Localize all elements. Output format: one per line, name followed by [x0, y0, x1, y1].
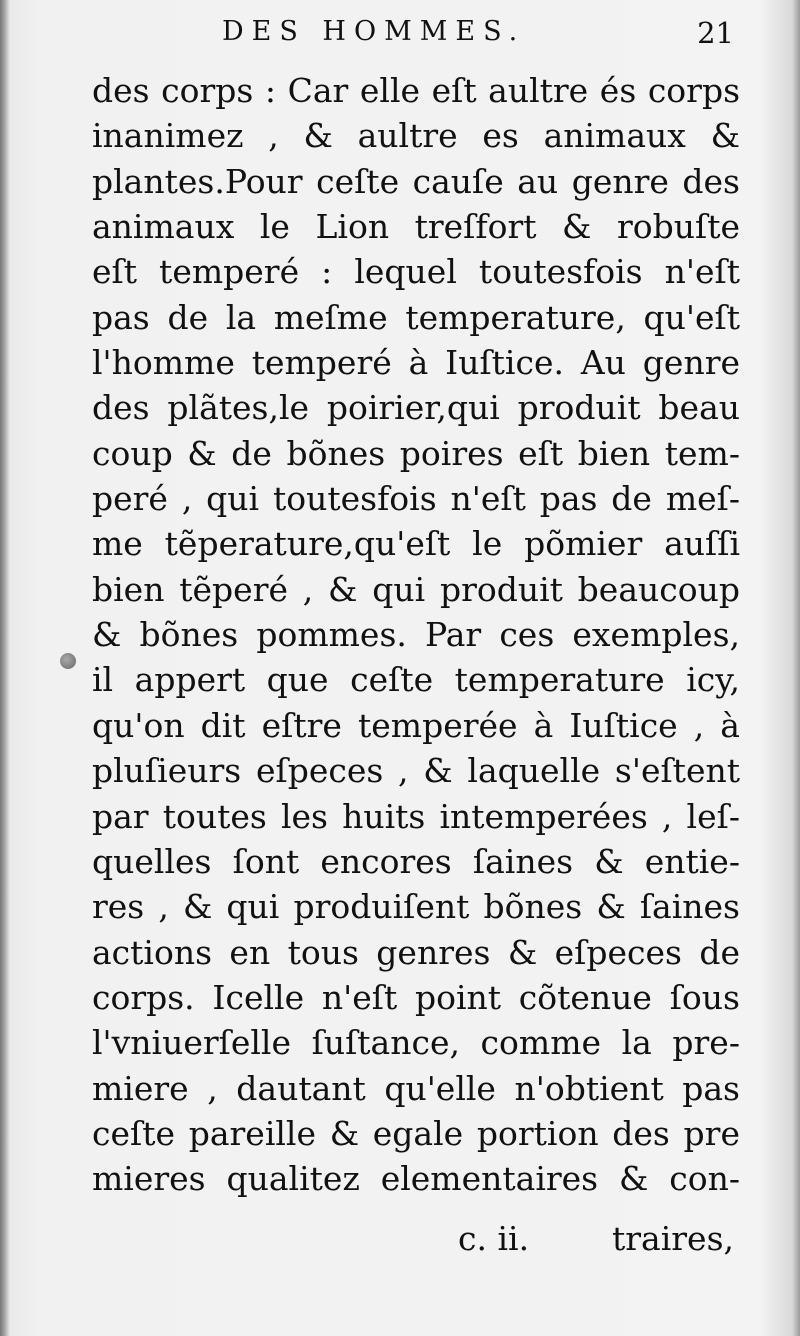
- page-gutter-shadow: [0, 0, 10, 1336]
- text-line: l'vniuerſelle ſuſtance, comme la pre-: [92, 1023, 740, 1063]
- text-line: l'homme temperé à Iuſtice. Au genre: [92, 343, 740, 383]
- text-line: animaux le Lion treſfort & robuſte: [92, 207, 740, 247]
- text-line: peré , qui toutesfois n'eſt pas de meſ-: [92, 479, 740, 519]
- text-line: coup & de bõnes poires eſt bien tem-: [92, 433, 740, 473]
- text-line: actions en tous genres & eſpeces de: [92, 932, 740, 972]
- text-line: corps. Icelle n'eſt point cõtenue ſous: [92, 977, 740, 1017]
- page-header: [92, 16, 740, 56]
- text-line: des corps : Car elle eſt aultre és corps: [92, 71, 740, 110]
- text-line: res , & qui produiſent bõnes & ſaines: [92, 887, 740, 927]
- catchword: traires,: [612, 1219, 734, 1258]
- text-line: miere , dautant qu'elle n'obtient pas: [92, 1068, 740, 1108]
- text-line: mieres qualitez elementaires & con-: [92, 1159, 740, 1199]
- text-line: qu'on dit eſtre temperée à Iuſtice , à: [92, 705, 740, 745]
- text-line: inanimez , & aultre es animaux &: [92, 116, 740, 156]
- text-line: pluſieurs eſpeces , & laquelle s'eſtent: [92, 751, 740, 791]
- text-line: plantes.Pour ceſte cauſe au genre des: [92, 161, 740, 201]
- running-head: DES HOMMES.: [222, 16, 526, 47]
- text-line: ceſte pareille & egale portion des pre: [92, 1113, 740, 1153]
- text-line: quelles ſont encores ſaines & entie-: [92, 841, 740, 881]
- text-line: bien tẽperé , & qui produit beaucoup: [92, 569, 740, 609]
- text-line: pas de la meſme temperature, qu'eſt: [92, 297, 740, 337]
- page-number: 21: [697, 16, 734, 50]
- margin-ink-spot: [60, 653, 76, 669]
- text-line: il appert que ceſte temperature icy,: [92, 660, 740, 700]
- text-line: & bõnes pommes. Par ces exemples,: [92, 615, 740, 655]
- text-line: par toutes les huits intemperées , leſ-: [92, 796, 740, 836]
- text-line: eſt temperé : lequel toutesfois n'eſt: [92, 252, 740, 292]
- body-text: [92, 68, 740, 1202]
- page-footer: [92, 1219, 740, 1265]
- text-line: me tẽperature,qu'eſt le põmier auſſi: [92, 524, 740, 564]
- text-line: des plãtes,le poirier,qui produit beau: [92, 388, 740, 428]
- signature-mark: c. ii.: [458, 1219, 530, 1258]
